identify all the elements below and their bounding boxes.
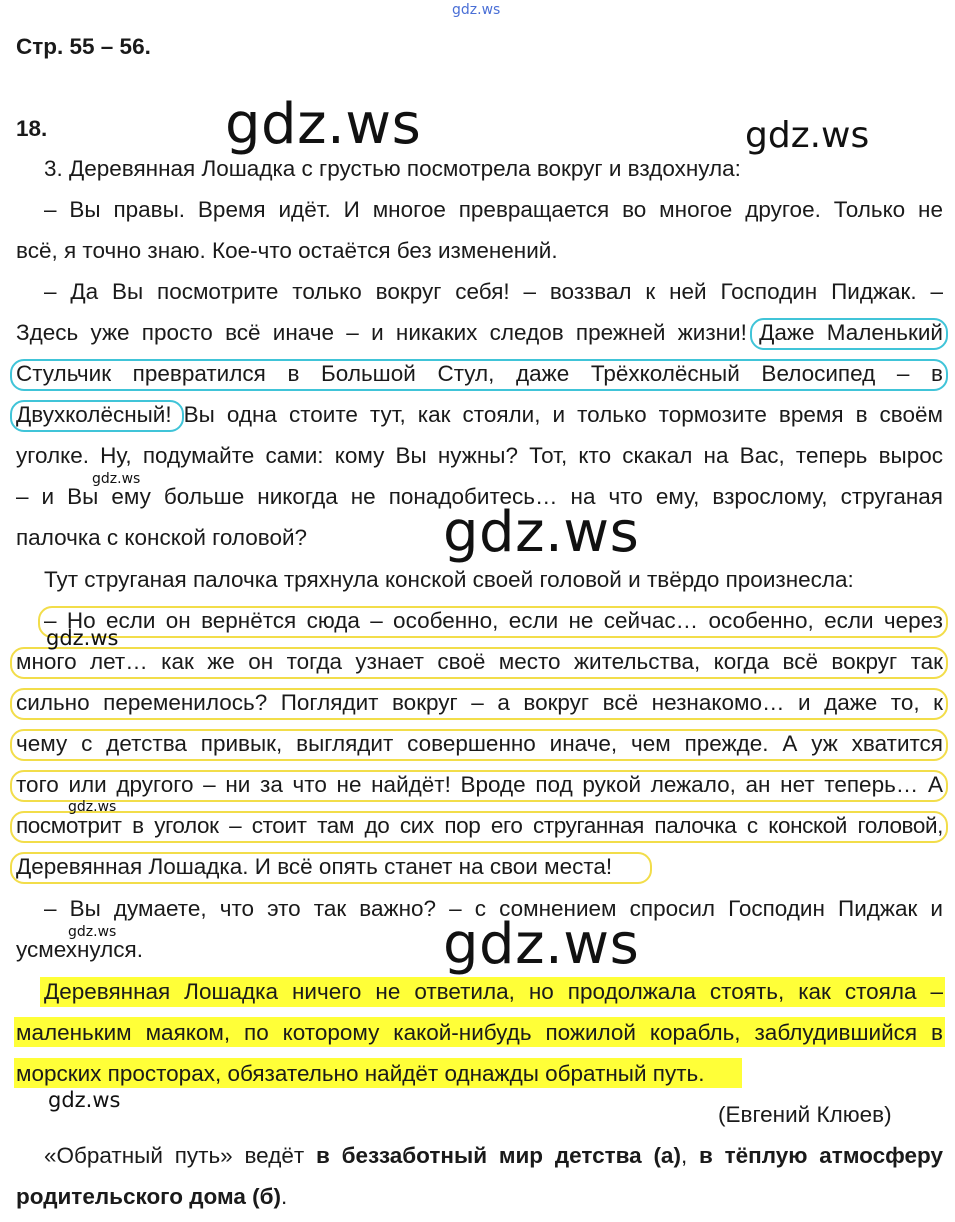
text-line: 3. Деревянная Лошадка с грустью посмотрела вокруг и вздохнула:: [44, 156, 741, 181]
text-line: посмотрит в уголок – стоит там до сих пор его струганная палочка с конской головой,: [16, 813, 943, 838]
watermark: gdz.ws: [443, 500, 640, 565]
watermark: gdz.ws: [48, 1088, 121, 1112]
answer-period: .: [280, 1184, 288, 1209]
text-line: Тут струганая палочка тряхнула конской своей головой и твёрдо произнесла:: [44, 567, 854, 592]
text-line: всё, я точно знаю. Кое-что остаётся без изменений.: [16, 238, 558, 263]
answer-separator: ,: [680, 1143, 700, 1168]
text-line: того или другого – ни за что не найдёт! Вроде под рукой лежало, ан нет теперь… А: [16, 772, 943, 797]
watermark: gdz.ws: [92, 471, 141, 487]
text-line: сильно переменилось? Поглядит вокруг – а вокруг всё незнакомо… и даже то, к: [16, 690, 943, 715]
watermark: gdz.ws: [443, 912, 640, 977]
text-line: чему с детства привык, выглядит совершенно иначе, чем прежде. А уж хватится: [16, 731, 943, 756]
answer-text: «Обратный путь» ведёт: [44, 1143, 316, 1168]
text-line: усмехнулся.: [16, 937, 143, 962]
answer-b-end: родительского дома (б): [16, 1184, 281, 1209]
watermark: gdz.ws: [225, 92, 422, 157]
text-line: – Да Вы посмотрите только вокруг себя! – воззвал к ней Господин Пиджак. –: [44, 279, 943, 304]
header-watermark: gdz.ws: [452, 2, 501, 18]
highlighted-line: морских просторах, обязательно найдёт однажды обратный путь.: [16, 1061, 705, 1086]
page-reference: Стр. 55 – 56.: [16, 34, 151, 59]
watermark: gdz.ws: [68, 924, 117, 940]
text-line: много лет… как же он тогда узнает своё место жительства, когда всё вокруг так: [16, 649, 943, 674]
highlighted-line: Деревянная Лошадка ничего не ответила, но продолжала стоять, как стояла –: [44, 979, 943, 1004]
answer-b-start: в тёплую атмосферу: [699, 1143, 944, 1168]
text-line: уголке. Ну, подумайте сами: кому Вы нужны? Тот, кто скакал на Вас, теперь вырос: [16, 443, 943, 468]
answer-line-1: [44, 1142, 943, 1170]
highlighted-line: маленьким маяком, по которому какой-нибудь пожилой корабль, заблудившийся в: [16, 1020, 943, 1045]
text-line: – Вы правы. Время идёт. И многое превращается во многое другое. Только не: [44, 197, 943, 222]
text-line: – и Вы ему больше никогда не понадобитесь… на что ему, взрослому, струганая: [16, 484, 943, 509]
author-signature: (Евгений Клюев): [718, 1102, 892, 1127]
text-line: – Вы думаете, что это так важно? – с сомнением спросил Господин Пиджак и: [44, 896, 943, 921]
text-line: – Но если он вернётся сюда – особенно, если не сейчас… особенно, если через: [44, 608, 943, 633]
text-line: Двухколёсный! Вы одна стоите тут, как стояли, и только тормозите время в своём: [16, 402, 943, 427]
watermark: gdz.ws: [745, 115, 870, 156]
watermark: gdz.ws: [68, 799, 117, 815]
answer-a: в беззаботный мир детства (а): [315, 1143, 681, 1168]
text-line: Деревянная Лошадка. И всё опять станет на свои места!: [16, 854, 613, 879]
watermark: gdz.ws: [46, 626, 119, 650]
text-line: палочка с конской головой?: [16, 525, 308, 550]
text-line: Стульчик превратился в Большой Стул, даже Трёхколёсный Велосипед – в: [16, 361, 943, 386]
task-number: 18.: [16, 116, 48, 141]
answer-line-2: [16, 1183, 943, 1211]
text-line: Здесь уже просто всё иначе – и никаких следов прежней жизни! Даже Маленький: [16, 320, 943, 345]
